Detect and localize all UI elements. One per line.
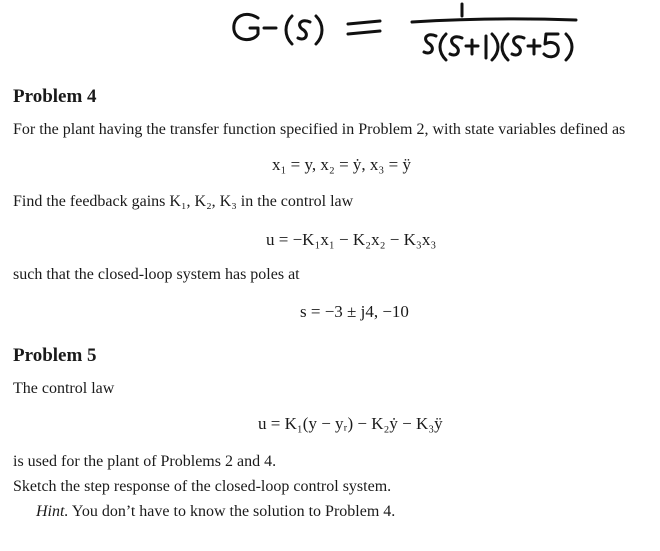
plant-usage-text: is used for the plant of Problems 2 and 4. xyxy=(13,453,277,470)
problem-5-intro: The control law xyxy=(13,380,115,397)
control-law-equation-4: u = −K₁x₁ − K₂x₂ − K₃x₃ xyxy=(266,230,437,249)
problem-4-heading: Problem 4 xyxy=(13,86,97,107)
hint-text: You don’t have to know the solution to Problem 4. xyxy=(68,503,396,520)
hint-label: Hint. xyxy=(36,503,69,520)
sketch-instruction: Sketch the step response of the closed-loop control system. xyxy=(13,478,392,495)
hint-line xyxy=(36,503,395,521)
gains-instruction: Find the feedback gains K₁, K₂, K₃ in the control law xyxy=(13,193,354,210)
handwritten-transfer-function xyxy=(0,0,660,80)
state-variable-equation: x₁ = y, x₂ = ẏ, x₃ = ÿ xyxy=(272,155,411,174)
poles-instruction: such that the closed-loop system has poles at xyxy=(13,266,300,283)
problem-5-heading: Problem 5 xyxy=(13,345,97,366)
poles-equation: s = −3 ± j4, −10 xyxy=(300,302,409,321)
problem-4-intro: For the plant having the transfer function specified in Problem 2, with state variables defined as xyxy=(13,121,626,138)
control-law-equation-5: u = K₁(y − yᵣ) − K₂ẏ − K₃ÿ xyxy=(258,414,443,433)
